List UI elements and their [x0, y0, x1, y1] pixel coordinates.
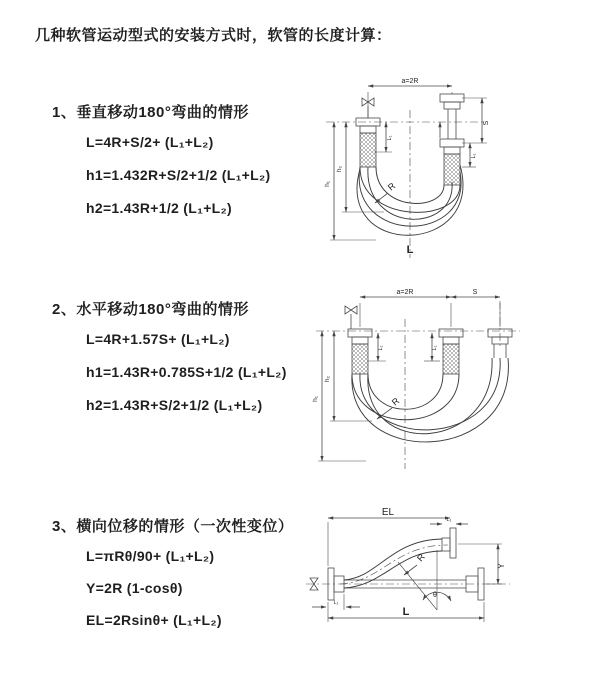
- length-label: L: [406, 244, 414, 256]
- angle-label: θ: [433, 592, 437, 599]
- braided-section: [444, 154, 460, 185]
- flange: [450, 528, 456, 558]
- hose-fitting: [348, 329, 372, 337]
- hose-centerline: [340, 545, 448, 584]
- hose-fitting: [440, 94, 464, 102]
- diagram-lateral-displacement: [300, 498, 600, 663]
- radius-leader: [375, 193, 388, 203]
- dim-label-Y: Y: [497, 563, 506, 569]
- radius-label: R: [389, 395, 402, 408]
- dim-label-L1-right: L₁: [432, 345, 438, 351]
- section-2-heading: 2、水平移动180°弯曲的情形: [52, 301, 249, 318]
- radius-leader: [377, 408, 392, 419]
- radius-label: R: [385, 180, 398, 193]
- section-3-formula-EL: EL=2Rsinθ+ (L₁+L₂): [86, 612, 222, 628]
- section-3-formula-L: L=πRθ/90+ (L₁+L₂): [86, 548, 215, 564]
- diagram-horizontal-180-bend: [306, 283, 592, 473]
- hose-fitting: [440, 139, 464, 147]
- angle-reference-line: [398, 562, 437, 610]
- section-3-formula-Y: Y=2R (1-cosθ): [86, 580, 183, 596]
- dim-label-h1: h₁: [324, 181, 331, 187]
- valve-icon: [345, 306, 357, 314]
- dim-label-span: a=2R: [401, 78, 419, 85]
- section-1-formula-h1: h1=1.432R+S/2+1/2 (L₁+L₂): [86, 167, 271, 183]
- braided-section: [352, 344, 368, 374]
- braided-section: [360, 133, 376, 167]
- radius-leader: [404, 565, 417, 575]
- section-3-heading: 3、横向位移的情形（一次性变位）: [52, 518, 294, 535]
- diagram-vertical-180-bend: [312, 72, 590, 264]
- dim-label-h1: h₁: [312, 396, 319, 402]
- dim-label-stroke: S: [483, 120, 490, 126]
- section-1-heading: 1、垂直移动180°弯曲的情形: [52, 104, 249, 121]
- section-2-formula-h1: h1=1.43R+0.785S+1/2 (L₁+L₂): [86, 364, 287, 380]
- radius-label: R: [415, 551, 427, 564]
- dim-label-L1-bottom: L₁: [333, 600, 339, 606]
- hose-curves: [352, 358, 509, 442]
- section-2-formula-h2: h2=1.43R+S/2+1/2 (L₁+L₂): [86, 397, 263, 413]
- length-label: L: [402, 606, 410, 618]
- dim-label-span: a=2R: [396, 289, 414, 296]
- dim-label-EL: EL: [381, 507, 395, 518]
- hose-fitting: [439, 329, 463, 337]
- section-2-formula-L: L=4R+1.57S+ (L₁+L₂): [86, 331, 230, 347]
- dim-label-h2: h₂: [324, 375, 331, 383]
- dim-label-stroke: S: [472, 289, 478, 296]
- page-title: 几种软管运动型式的安装方式时，软管的长度计算：: [35, 27, 392, 44]
- section-1-formula-h2: h2=1.43R+1/2 (L₁+L₂): [86, 200, 233, 216]
- dim-label-L1-left: L₁: [378, 345, 384, 351]
- dim-label-L1-top: L₁: [446, 517, 452, 523]
- dim-label-L1-left: L₁: [387, 135, 393, 141]
- section-1-formula-L: L=4R+S/2+ (L₁+L₂): [86, 134, 214, 150]
- braided-section: [443, 344, 459, 374]
- dim-label-L1-right: L₁: [471, 153, 477, 159]
- dim-label-h2: h₂: [336, 165, 343, 173]
